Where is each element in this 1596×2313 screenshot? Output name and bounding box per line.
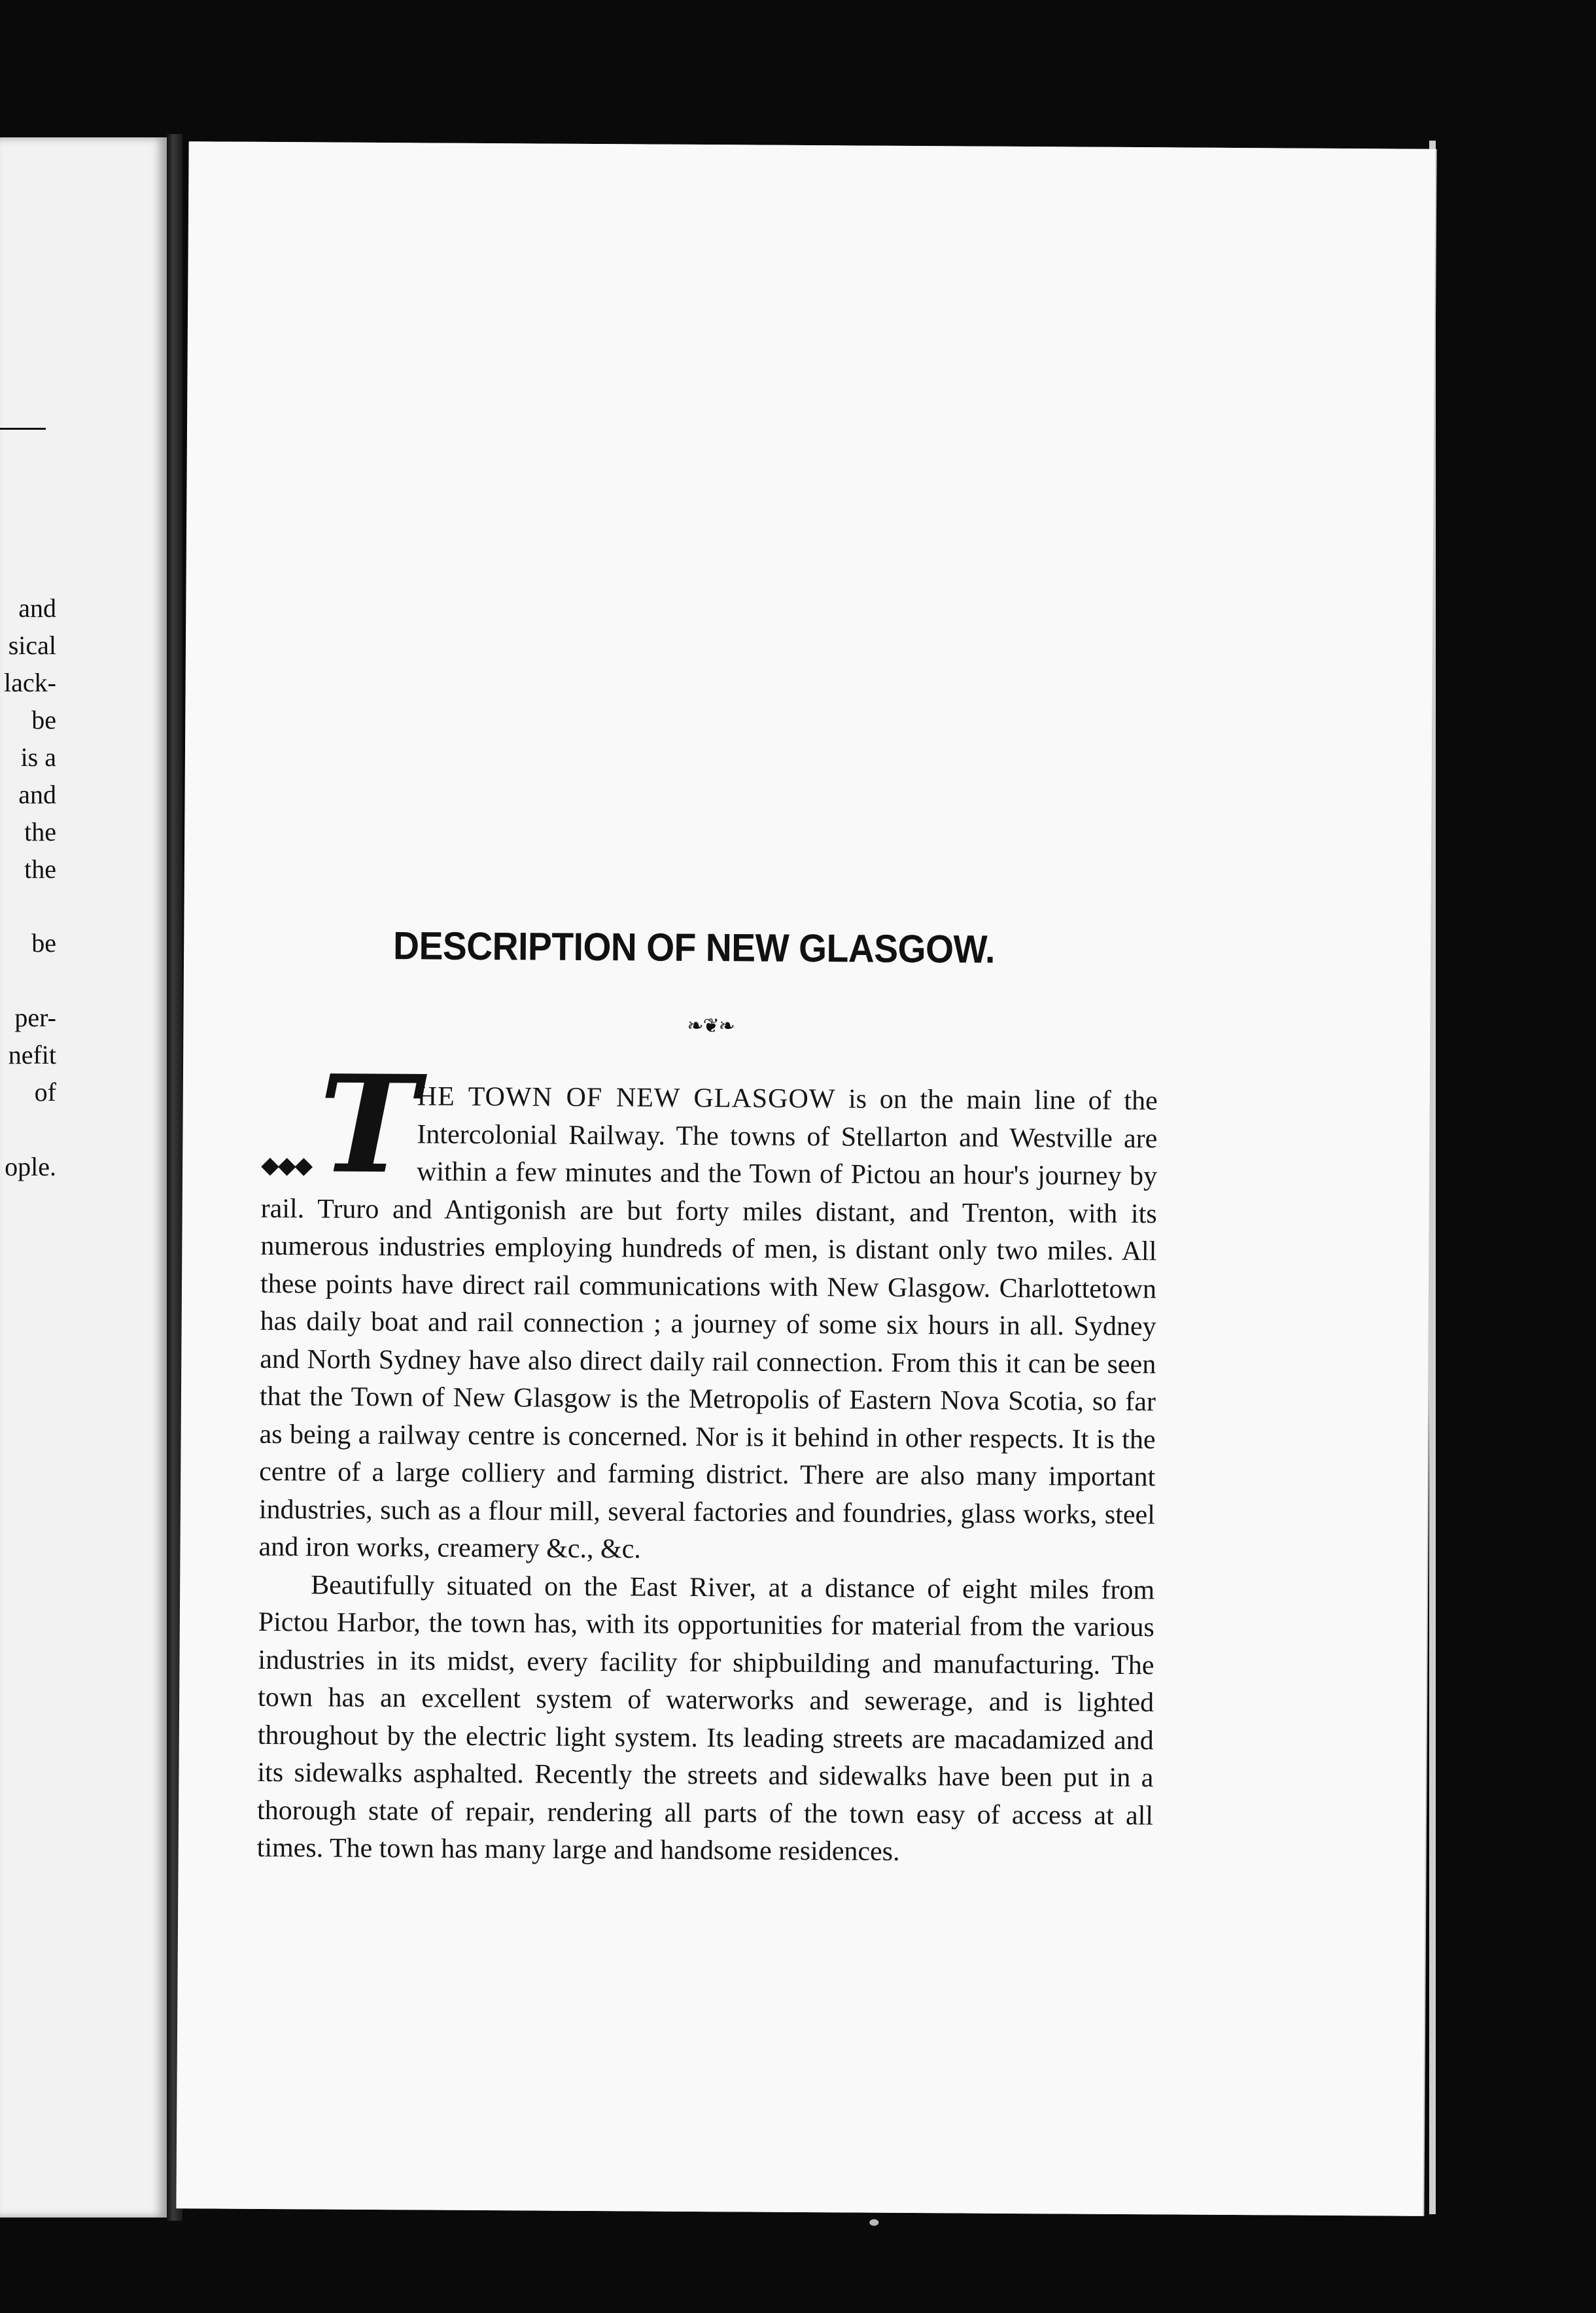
facing-page-fragment: be bbox=[31, 705, 56, 735]
facing-page-fragment: be bbox=[31, 928, 56, 958]
scan-speck bbox=[869, 2219, 878, 2226]
facing-page bbox=[0, 137, 167, 2217]
drop-cap-block bbox=[260, 1046, 419, 1204]
facing-page-fragment: the bbox=[24, 854, 56, 884]
paragraph-1 bbox=[258, 1046, 1158, 1572]
facing-page-fragment: of bbox=[34, 1077, 56, 1107]
article-body bbox=[256, 1046, 1158, 1873]
lead-in-caps: HE TOWN OF NEW GLASGOW bbox=[417, 1081, 836, 1115]
paragraph-1-text: is on the main line of the Intercolonial Railway. The towns of Stellarton and Westville are within a few minutes and the Town of Pictou an hour's journey by rail. Truro and Antigonish are but forty miles distant, and Trenton, with its numerous industries employing hundreds of men, is distant only two miles. All these points have direct rail communications with New Glasgow. Charlottetown has daily boat and rail connection ; a journey of some six hours in all. Sydney and North Sydney have also direct daily rail connection. From this it can be seen that the Town of New Glasgow is the Metropolis of Eastern Nova Scotia, so far as being a railway centre is concerned. Nor is it behind in other respects. It is the centre of a large colliery and farming district. There are also many important industries, such as a flour mill, several factories and foundries, glass works, steel and iron works, creamery &c., &c. bbox=[258, 1084, 1158, 1565]
book-page bbox=[176, 141, 1435, 2216]
diamond-ornament: ◆◆◆ bbox=[260, 1151, 312, 1179]
facing-page-fragment: the bbox=[24, 817, 56, 846]
page-title: DESCRIPTION OF NEW GLASGOW. bbox=[392, 924, 996, 971]
drop-cap-letter: T bbox=[318, 1046, 419, 1204]
facing-page-fragment: lack- bbox=[4, 668, 56, 697]
facing-page-fragment: nefit bbox=[8, 1040, 56, 1070]
facing-page-fragment: per- bbox=[14, 1003, 56, 1032]
paragraph-2: Beautifully situated on the East River, at a distance of eight miles from Pictou Harbor, the town has, with its opportunities for material from the various industries in its midst, every facility for shipbuilding and manufacturing. The town has an excellent system of waterworks and sewerage, and is lighted throughout by the electric light system. Its leading streets are macadamized and its sidewalks asphalted. Recently the streets and sidewalks have been put in a thorough state of repair, rendering all parts of the town easy of access at all times. The town has many large and handsome residences. bbox=[256, 1569, 1155, 1867]
facing-page-rule bbox=[0, 428, 46, 430]
facing-page-fragment: and bbox=[18, 780, 56, 809]
facing-page-fragment: ople. bbox=[5, 1152, 56, 1181]
ornament-divider: ❧❦❧ bbox=[687, 1014, 735, 1038]
facing-page-fragment: is a bbox=[20, 742, 56, 772]
facing-page-fragment: sical bbox=[8, 631, 56, 660]
facing-page-fragment: and bbox=[18, 593, 56, 623]
